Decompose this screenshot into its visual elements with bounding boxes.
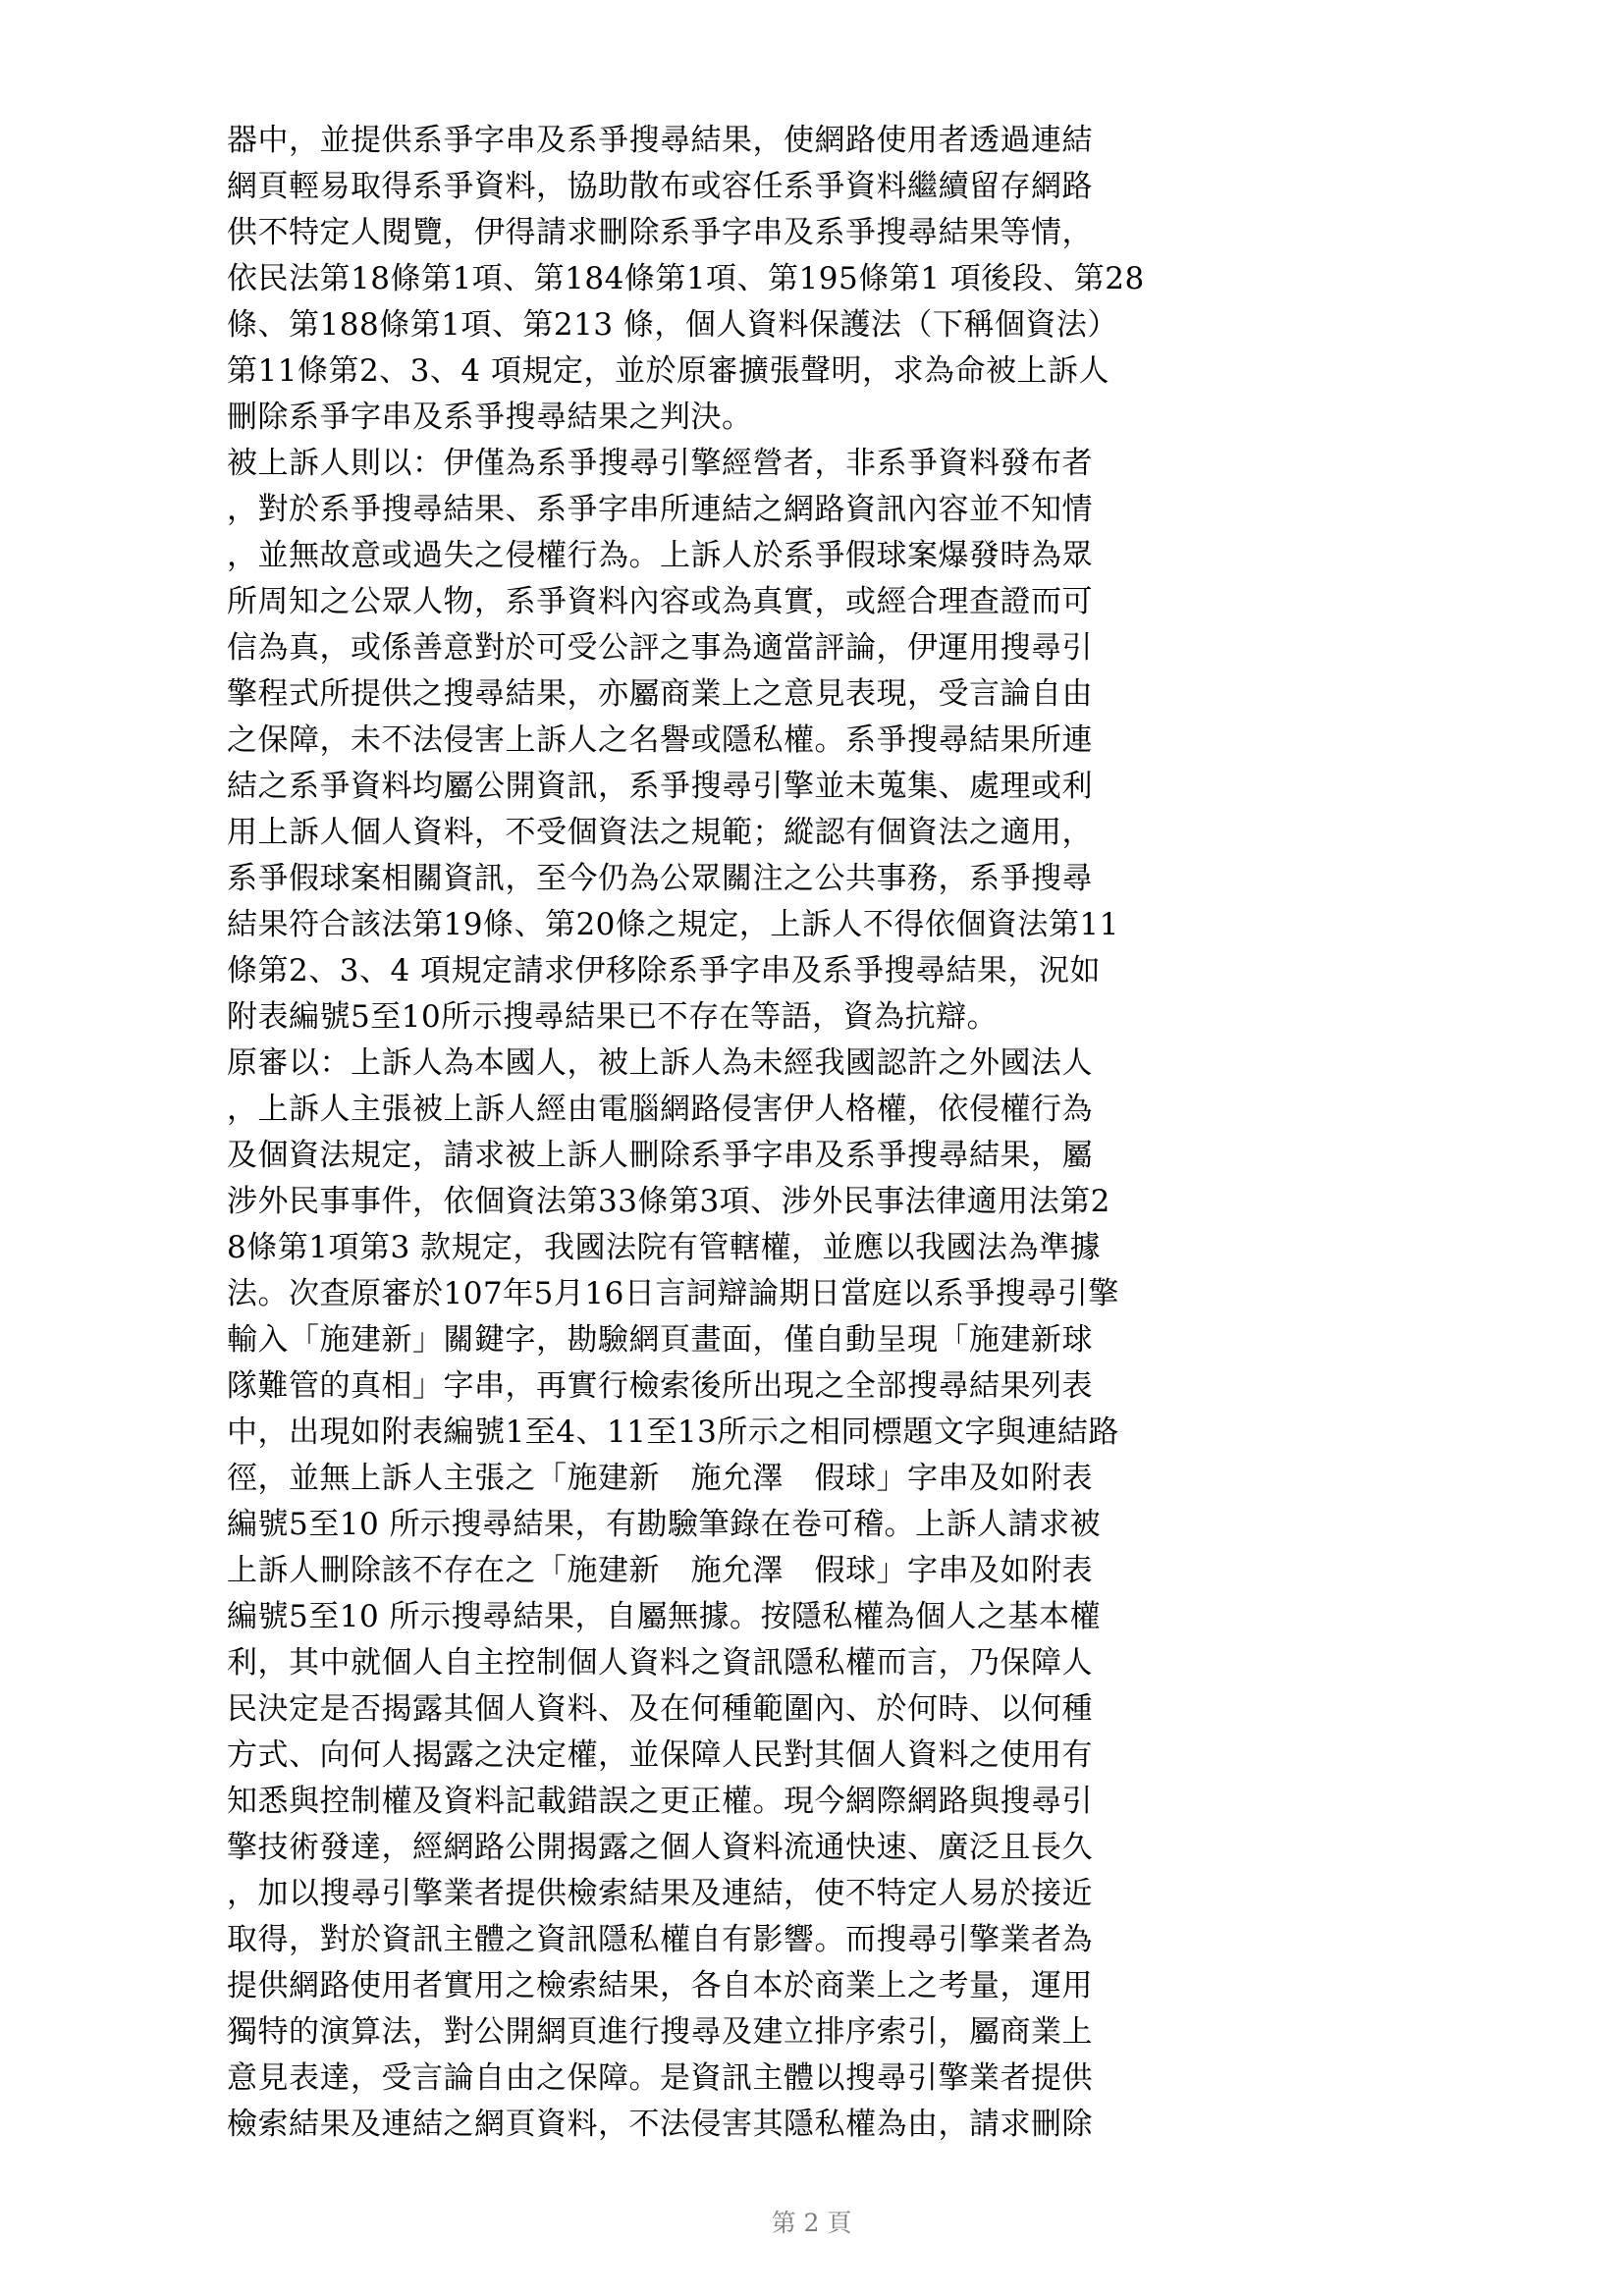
text-line: 輸入「施建新」關鍵字，勘驗網頁畫面，僅自動呈現「施建新球 [227, 1322, 1093, 1358]
text-line: 依民法第18條第1項、第184條第1項、第195條第1 項後段、第28 [227, 261, 1145, 296]
text-line: 編號5至10 所示搜尋結果，有勘驗筆錄在卷可稽。上訴人請求被 [227, 1507, 1102, 1542]
text-line: 擎程式所提供之搜尋結果，亦屬商業上之意見表現，受言論自由 [227, 676, 1093, 712]
text-line: 取得，對於資訊主體之資訊隱私權自有影響。而搜尋引擎業者為 [227, 1922, 1093, 1957]
text-line: 條、第188條第1項、第213 條，個人資料保護法（下稱個資法） [227, 307, 1118, 343]
text-line: 網頁輕易取得系爭資料，協助散布或容任系爭資料繼續留存網路 [227, 169, 1093, 204]
text-line: 徑，並無上訴人主張之「施建新 施允澤 假球」字串及如附表 [227, 1461, 1093, 1496]
text-line: ，對於系爭搜尋結果、系爭字串所連結之網路資訊內容並不知情 [227, 492, 1093, 527]
page-number: 第 2 頁 [771, 2209, 852, 2237]
text-line: 法。次查原審於107年5月16日言詞辯論期日當庭以系爭搜尋引擎 [227, 1276, 1119, 1311]
text-line: 及個資法規定，請求被上訴人刪除系爭字串及系爭搜尋結果，屬 [227, 1138, 1093, 1173]
text-line: 編號5至10 所示搜尋結果，自屬無據。按隱私權為個人之基本權 [227, 1599, 1102, 1634]
text-line: 利，其中就個人自主控制個人資料之資訊隱私權而言，乃保障人 [227, 1645, 1093, 1681]
text-line: 附表編號5至10所示搜尋結果已不存在等語，資為抗辯。 [227, 999, 999, 1035]
text-line: 之保障，未不法侵害上訴人之名譽或隱私權。系爭搜尋結果所連 [227, 722, 1093, 758]
text-line: 第11條第2、3、4 項規定，並於原審擴張聲明，求為命被上訴人 [227, 353, 1109, 389]
text-line: 提供網路使用者實用之檢索結果，各自本於商業上之考量，運用 [227, 1968, 1093, 2003]
text-line: 條第2、3、4 項規定請求伊移除系爭字串及系爭搜尋結果，況如 [227, 953, 1102, 988]
text-line: 知悉與控制權及資料記載錯誤之更正權。現今網際網路與搜尋引 [227, 1784, 1093, 1819]
text-line: 隊難管的真相」字串，再實行檢索後所出現之全部搜尋結果列表 [227, 1368, 1093, 1404]
text-line: 8條第1項第3 款規定，我國法院有管轄權，並應以我國法為準據 [227, 1230, 1102, 1265]
text-line: 刪除系爭字串及系爭搜尋結果之判決。 [227, 400, 753, 435]
text-line: 原審以：上訴人為本國人，被上訴人為未經我國認許之外國法人 [227, 1045, 1093, 1081]
text-line: 檢索結果及連結之網頁資料，不法侵害其隱私權為由，請求刪除 [227, 2107, 1093, 2142]
text-line: 結之系爭資料均屬公開資訊，系爭搜尋引擎並未蒐集、處理或利 [227, 769, 1093, 804]
text-line: 中，出現如附表編號1至4、11至13所示之相同標題文字與連結路 [227, 1415, 1119, 1450]
text-line: 民決定是否揭露其個人資料、及在何種範圍內、於何時、以何種 [227, 1691, 1093, 1727]
text-line: 上訴人刪除該不存在之「施建新 施允澤 假球」字串及如附表 [227, 1553, 1093, 1588]
text-line: 系爭假球案相關資訊，至今仍為公眾關注之公共事務，系爭搜尋 [227, 861, 1093, 896]
text-line: 結果符合該法第19條、第20條之規定，上訴人不得依個資法第11 [227, 907, 1119, 942]
text-line: 供不特定人閱覽，伊得請求刪除系爭字串及系爭搜尋結果等情， [227, 215, 1093, 250]
text-line: 擎技術發達，經網路公開揭露之個人資料流通快速、廣泛且長久 [227, 1830, 1093, 1865]
text-line: 涉外民事事件，依個資法第33條第3項、涉外民事法律適用法第2 [227, 1184, 1110, 1219]
text-line: 用上訴人個人資料，不受個資法之規範；縱認有個資法之適用， [227, 815, 1093, 850]
text-line: 方式、向何人揭露之決定權，並保障人民對其個人資料之使用有 [227, 1737, 1093, 1773]
text-line: 器中，並提供系爭字串及系爭搜尋結果，使網路使用者透過連結 [227, 123, 1093, 158]
text-line: 被上訴人則以：伊僅為系爭搜尋引擎經營者，非系爭資料發布者 [227, 446, 1093, 481]
text-line: 信為真，或係善意對於可受公評之事為適當評論，伊運用搜尋引 [227, 630, 1093, 666]
text-line: ，加以搜尋引擎業者提供檢索結果及連結，使不特定人易於接近 [227, 1876, 1093, 1911]
text-line: ，並無故意或過失之侵權行為。上訴人於系爭假球案爆發時為眾 [227, 538, 1093, 573]
text-line: 所周知之公眾人物，系爭資料內容或為真實，或經合理查證而可 [227, 584, 1093, 619]
text-line: 意見表達，受言論自由之保障。是資訊主體以搜尋引擎業者提供 [227, 2060, 1093, 2096]
text-line: ，上訴人主張被上訴人經由電腦網路侵害伊人格權，依侵權行為 [227, 1092, 1093, 1127]
document-body [227, 118, 1405, 2148]
text-line: 獨特的演算法，對公開網頁進行搜尋及建立排序索引，屬商業上 [227, 2014, 1093, 2050]
